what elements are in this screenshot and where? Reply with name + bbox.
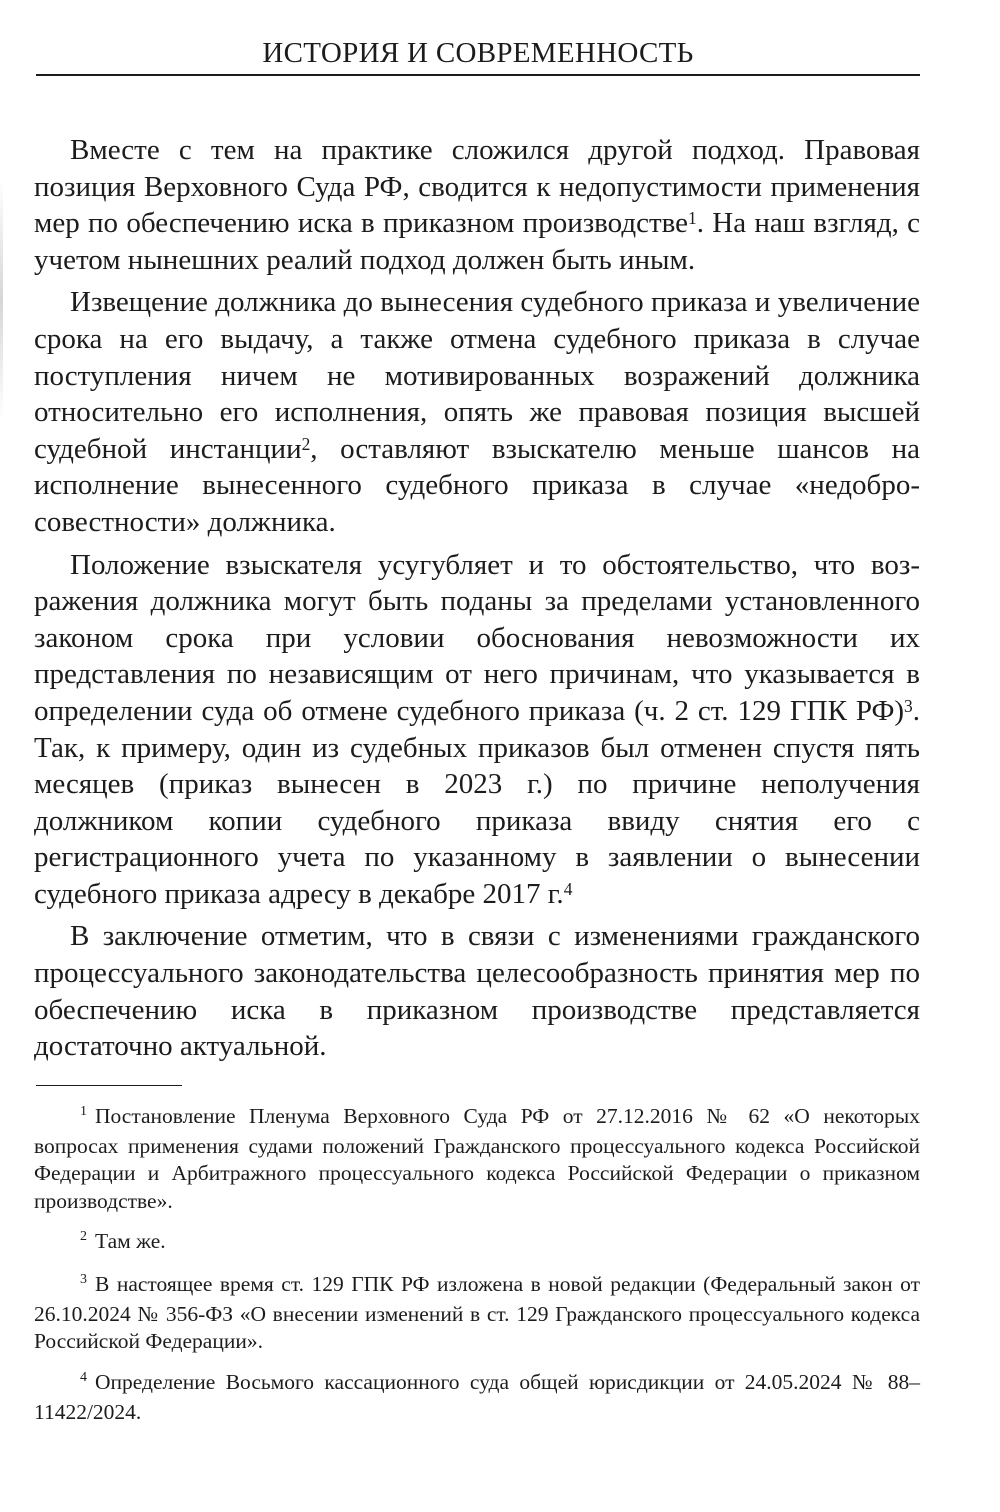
footnote-reference-4[interactable]: 4 [563,879,573,900]
page-edge-shadow [0,180,3,420]
footnote-reference-1[interactable]: 1 [688,208,697,229]
header-divider [36,74,920,76]
footnote-reference-2[interactable]: 2 [301,433,311,454]
paragraph-text: Вместе с тем на практике сложился другой подход. Правовая позиция Верховного Суда РФ, сводится к недопустимости применения мер по обеспечению иска в приказном производстве [34,134,920,240]
footnote-text: Там же. [95,1228,166,1253]
footnote-text: В настоящее время ст. 129 ГПК РФ изложена в новой редакции (Федеральный закон от 26.10.2024 № 356-ФЗ «О внесении изменений в ст. 129 Гражданского процессуального кодекса Российской Федерации». [34,1272,920,1354]
footnote-text: Постановление Пленума Верховного Суда РФ от 27.12.2016 № 62 «О некоторых вопросах применения судами положений Гражданского процессуального кодекса Российской Федерации и Арбитражного процессуального кодекса Российской Федерации о приказном производстве». [34,1104,920,1213]
footnote-mark: 3 [80,1272,87,1288]
footnote-divider [36,1085,182,1086]
running-header: ИСТОРИЯ И СОВРЕМЕННОСТЬ [262,37,694,69]
paragraph-text: , оставляют взыскателю меньше шансов на исполнение вынесенного судебного приказа в случае «недобросовестности» должника. [34,432,920,538]
paragraph-text: В заключение отметим, что в связи с изменениями гражданского процессуального законодательства целесообразность принятия мер по обеспечению иска в приказном производстве представляется достаточно актуальной. [34,920,920,1063]
paragraph-text: Извещение должника до вынесения судебного приказа и увеличение срока на его выдачу, а также отмена судебного приказа в случае поступления ничем не мотивированных возражений должника относительно его исполнения, опять же правовая позиция высшей судебной инстанции [34,286,920,465]
footnote-mark: 1 [80,1104,87,1120]
paragraph-3 [34,547,920,913]
main-text [34,132,920,1071]
paragraph-2 [34,284,920,540]
paragraph-1 [34,132,920,278]
paragraph-4 [34,918,920,1064]
footnote-mark: 4 [80,1369,87,1385]
paragraph-text: . На наш взгляд, с учетом нынешних реалий подход должен быть иным. [34,207,920,276]
paragraph-text: Положение взыскателя усугубляет и то обстоятельство, что возражения должника могут быть поданы за пределами установленного законом срока при условии обоснования невозможности их представления по независящим от него причинам, что указывается в определении суда об отмене судебного приказа (ч. 2 ст. 129 ГПК РФ) [34,548,920,727]
footnote-text: Определение Восьмого кассационного суда общей юрисдикции от 24.05.2024 № 88–11422/2024. [34,1369,920,1424]
paragraph-text: . Так, к примеру, один из судебных приказов был отменен спустя пять месяцев (приказ вынесен в 2023 г.) по причине неполучения должником копии судебного приказа ввиду снятия его с регистрационного учета по указанному в заявлении о вынесении судебного приказа адресу в декабре 2017 г. [34,694,920,910]
footnote-2 [34,1228,920,1258]
footnote-3 [34,1271,920,1356]
footnote-mark: 2 [80,1229,87,1245]
footnotes [34,1103,920,1439]
footnote-4 [34,1369,920,1426]
footnote-1 [34,1103,920,1215]
footnote-reference-3[interactable]: 3 [904,696,913,717]
